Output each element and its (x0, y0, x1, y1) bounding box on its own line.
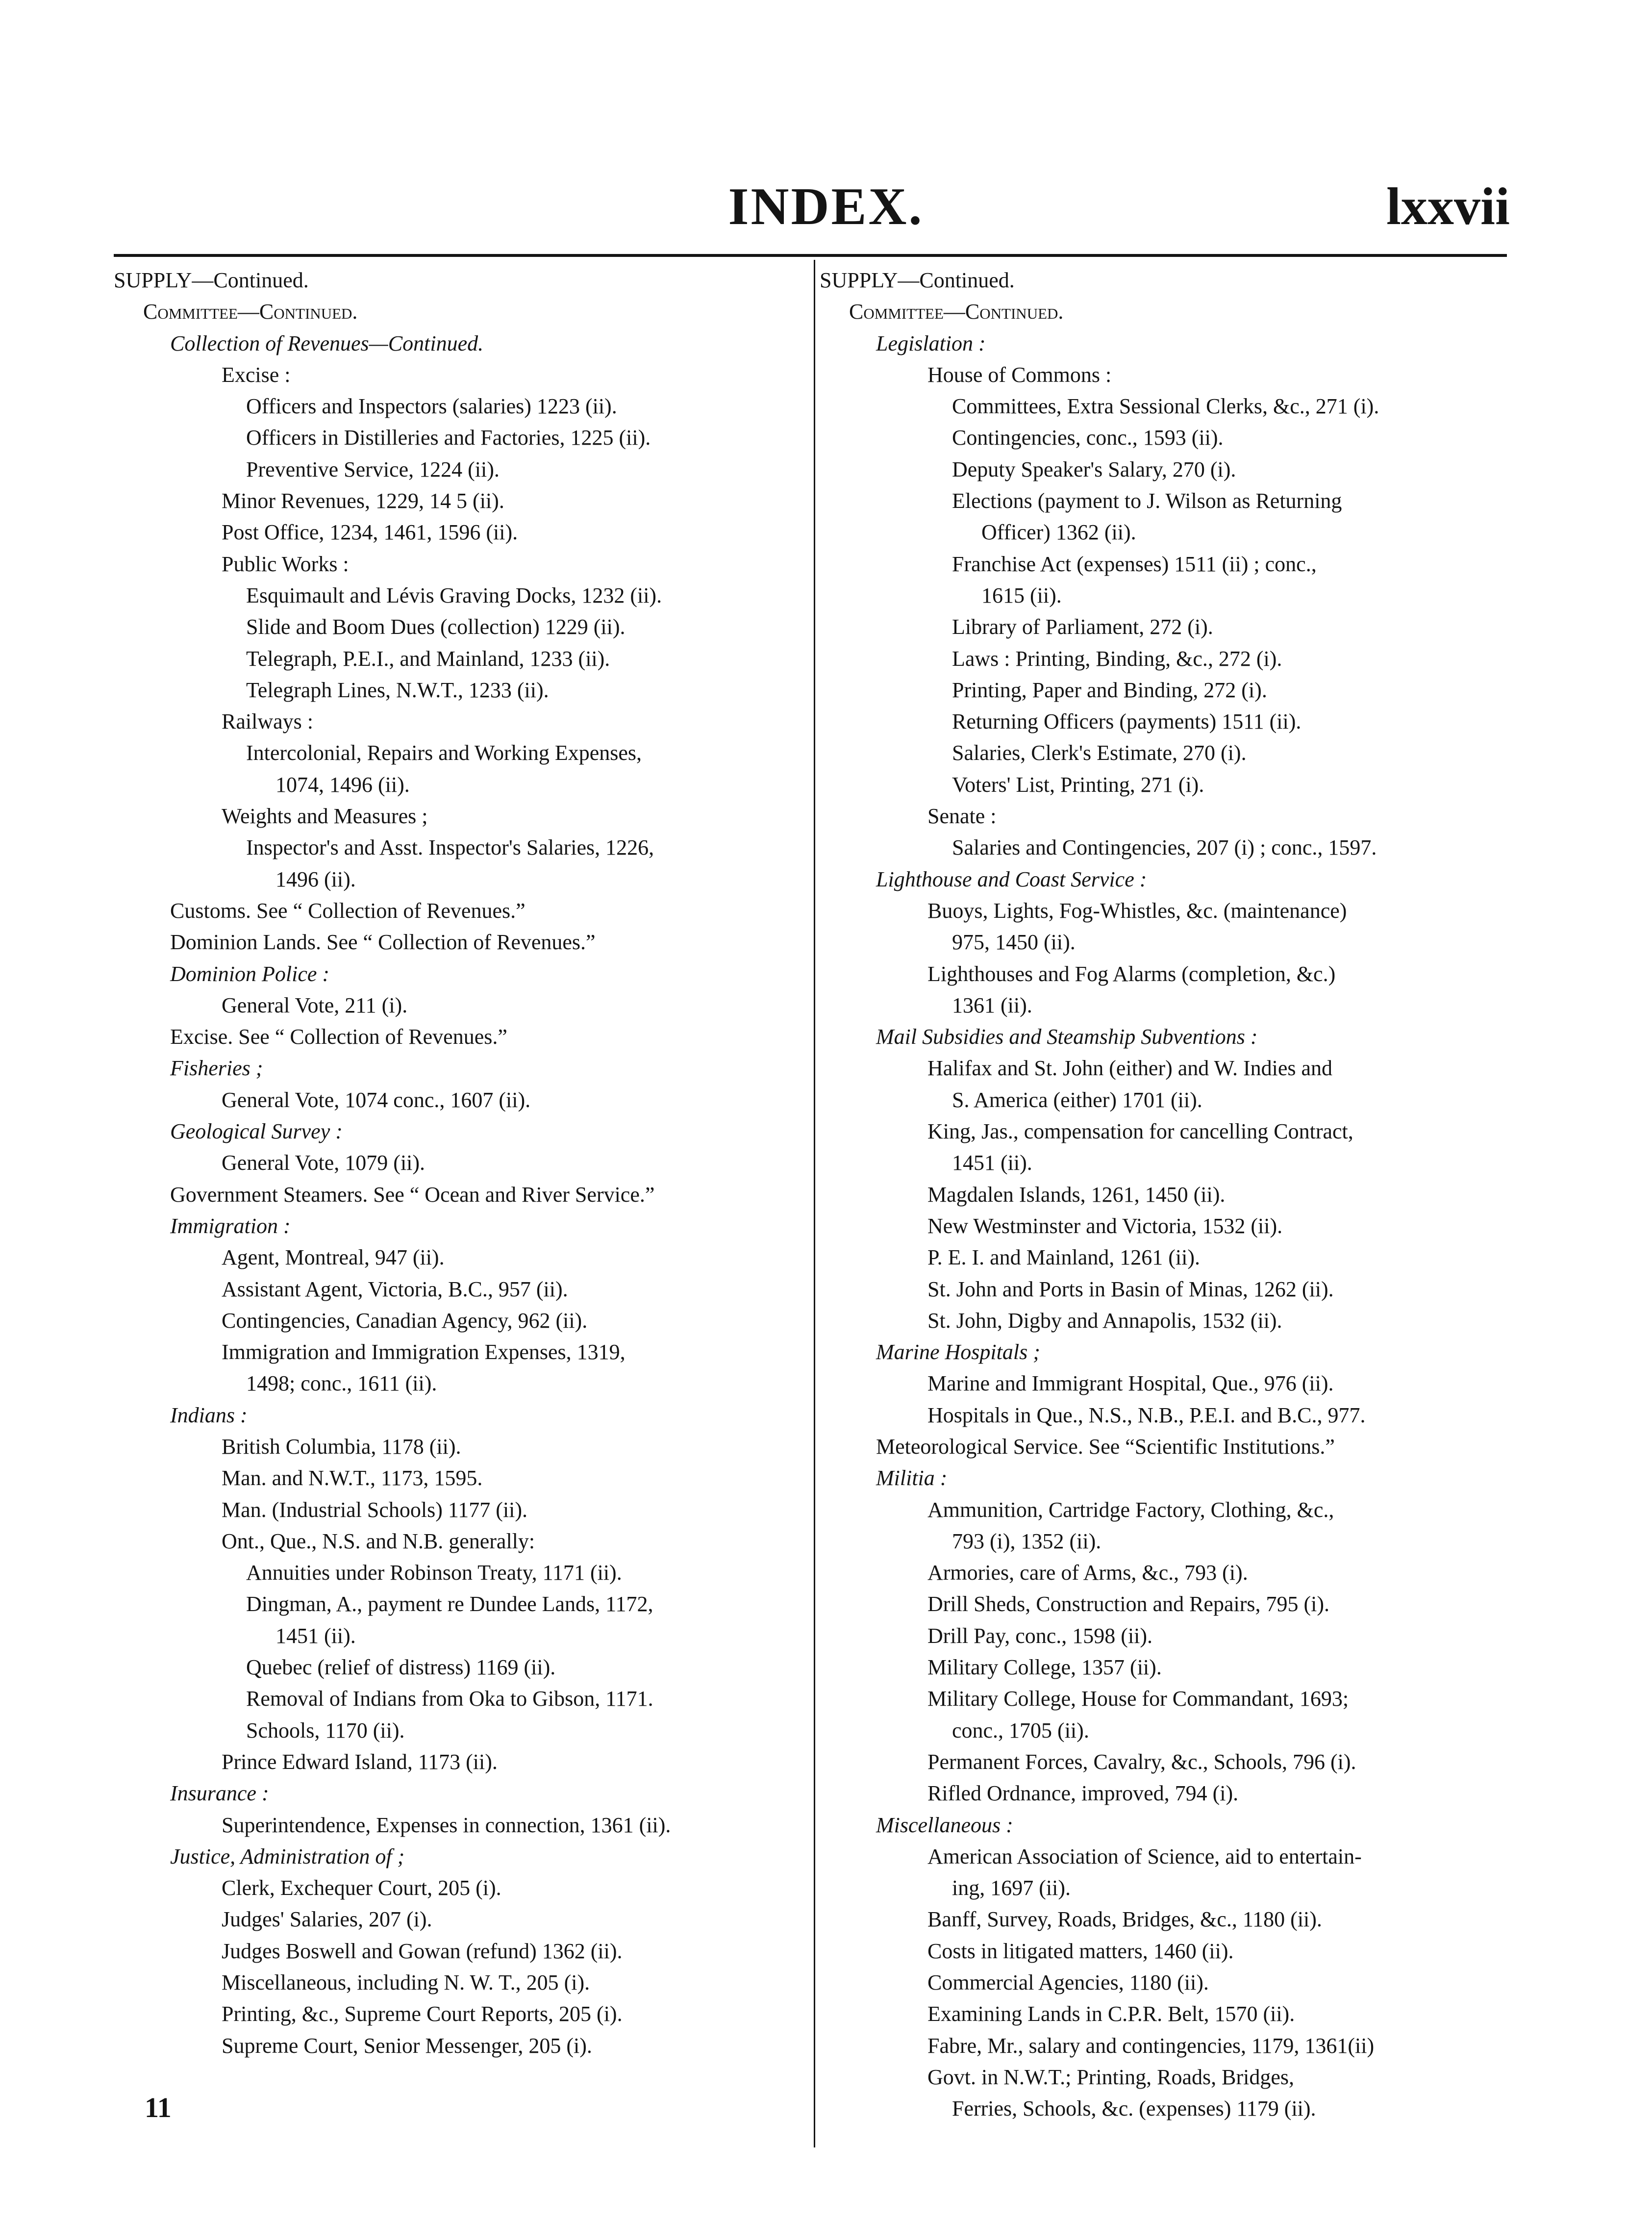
index-entry: Intercolonial, Repairs and Working Expenses, (246, 741, 642, 765)
index-entry: 975, 1450 (ii). (952, 930, 1076, 955)
index-entry: Salaries, Clerk's Estimate, 270 (i). (952, 741, 1247, 765)
index-entry: Indians : (170, 1403, 248, 1427)
page-number: lxxvii (1386, 177, 1510, 236)
index-entry: House of Commons : (927, 362, 1112, 387)
index-entry: 1451 (ii). (952, 1151, 1032, 1175)
index-entry: Telegraph, P.E.I., and Mainland, 1233 (ii). (246, 646, 610, 671)
index-entry: Schools, 1170 (ii). (246, 1718, 405, 1742)
index-entry: Annuities under Robinson Treaty, 1171 (ii). (246, 1561, 622, 1585)
index-entry: Railways : (222, 709, 313, 734)
signature-mark: 11 (145, 2092, 172, 2123)
index-entry: 793 (i), 1352 (ii). (952, 1529, 1101, 1553)
index-entry: New Westminster and Victoria, 1532 (ii). (927, 1213, 1283, 1238)
index-entry: P. E. I. and Mainland, 1261 (ii). (927, 1245, 1201, 1270)
index-entry: Returning Officers (payments) 1511 (ii). (952, 709, 1302, 734)
left-index-column (114, 265, 810, 2062)
index-entry: Laws : Printing, Binding, &c., 272 (i). (952, 646, 1282, 671)
index-entry: Franchise Act (expenses) 1511 (ii) ; conc., (952, 552, 1317, 576)
index-entry: Officers in Distilleries and Factories, 1225 (ii). (246, 426, 651, 450)
index-entry: Post Office, 1234, 1461, 1596 (ii). (222, 520, 518, 545)
index-entry: King, Jas., compensation for cancelling Contract, (927, 1119, 1353, 1144)
index-entry: Lighthouse and Coast Service : (876, 867, 1147, 891)
index-entry: 1615 (ii). (981, 583, 1062, 607)
index-entry: Minor Revenues, 1229, 14 5 (ii). (222, 489, 504, 513)
index-entry: Costs in litigated matters, 1460 (ii). (927, 1939, 1234, 1963)
index-entry: Public Works : (222, 552, 349, 576)
index-entry: General Vote, 1079 (ii). (222, 1151, 426, 1175)
index-entry: Judges Boswell and Gowan (refund) 1362 (ii). (222, 1939, 623, 1963)
index-entry: Committee—Continued. (849, 300, 1064, 324)
index-entry: Ont., Que., N.S. and N.B. generally: (222, 1529, 535, 1553)
index-entry: Man. and N.W.T., 1173, 1595. (222, 1466, 483, 1490)
index-entry: 1498; conc., 1611 (ii). (246, 1371, 437, 1396)
header-rule (114, 254, 1507, 257)
index-entry: Miscellaneous : (876, 1813, 1013, 1837)
index-entry: Supreme Court, Senior Messenger, 205 (i). (222, 2033, 592, 2058)
index-entry: St. John, Digby and Annapolis, 1532 (ii). (927, 1308, 1282, 1333)
right-index-column (820, 265, 1516, 2125)
index-entry: 1361 (ii). (952, 993, 1032, 1017)
index-entry: Marine Hospitals ; (876, 1340, 1040, 1364)
index-entry: Clerk, Exchequer Court, 205 (i). (222, 1876, 501, 1900)
index-entry: Assistant Agent, Victoria, B.C., 957 (ii). (222, 1277, 568, 1301)
index-entry: Military College, House for Commandant, 1693; (927, 1687, 1349, 1711)
index-entry: Collection of Revenues—Continued. (170, 331, 484, 355)
index-entry: Rifled Ordnance, improved, 794 (i). (927, 1781, 1239, 1806)
index-entry: General Vote, 1074 conc., 1607 (ii). (222, 1087, 531, 1112)
index-entry: Dominion Lands. See “ Collection of Revenues.” (170, 930, 596, 955)
index-entry: Library of Parliament, 272 (i). (952, 615, 1213, 639)
index-entry: Preventive Service, 1224 (ii). (246, 457, 500, 481)
index-entry: Geological Survey : (170, 1119, 343, 1144)
index-entry: American Association of Science, aid to entertain- (927, 1844, 1362, 1868)
index-entry: Halifax and St. John (either) and W. Indies and (927, 1056, 1333, 1081)
index-entry: Miscellaneous, including N. W. T., 205 (i). (222, 1970, 590, 1995)
index-entry: Drill Pay, conc., 1598 (ii). (927, 1623, 1153, 1648)
index-entry: Excise. See “ Collection of Revenues.” (170, 1025, 507, 1049)
index-entry: Prince Edward Island, 1173 (ii). (222, 1749, 498, 1774)
index-entry: Military College, 1357 (ii). (927, 1655, 1162, 1680)
index-entry: Removal of Indians from Oka to Gibson, 1171. (246, 1687, 653, 1711)
index-entry: Salaries and Contingencies, 207 (i) ; conc., 1597. (952, 835, 1377, 860)
index-entry: Agent, Montreal, 947 (ii). (222, 1245, 445, 1270)
index-entry: Permanent Forces, Cavalry, &c., Schools, 796 (i). (927, 1749, 1356, 1774)
index-entry: 1074, 1496 (ii). (275, 772, 410, 797)
index-entry: Commercial Agencies, 1180 (ii). (927, 1970, 1209, 1995)
index-entry: Contingencies, Canadian Agency, 962 (ii). (222, 1308, 588, 1333)
index-entry: Weights and Measures ; (222, 804, 428, 829)
index-entry: Ammunition, Cartridge Factory, Clothing, &c., (927, 1497, 1334, 1522)
index-entry: Militia : (876, 1466, 948, 1490)
index-entry: SUPPLY—Continued. (114, 268, 309, 292)
index-entry: Govt. in N.W.T.; Printing, Roads, Bridges, (927, 2065, 1294, 2089)
index-entry: Judges' Salaries, 207 (i). (222, 1907, 432, 1932)
index-entry: Fabre, Mr., salary and contingencies, 1179, 1361(ii) (927, 2033, 1375, 2058)
index-entry: Hospitals in Que., N.S., N.B., P.E.I. and B.C., 977. (927, 1403, 1366, 1427)
index-entry: Justice, Administration of ; (170, 1844, 405, 1868)
index-entry: Voters' List, Printing, 271 (i). (952, 772, 1204, 797)
index-entry: Ferries, Schools, &c. (expenses) 1179 (ii). (952, 2096, 1316, 2121)
index-entry: Dingman, A., payment re Dundee Lands, 1172, (246, 1592, 653, 1616)
index-entry: Printing, Paper and Binding, 272 (i). (952, 678, 1267, 702)
index-entry: Inspector's and Asst. Inspector's Salaries, 1226, (246, 835, 654, 860)
page-title: INDEX. (728, 177, 924, 236)
index-entry: Contingencies, conc., 1593 (ii). (952, 426, 1224, 450)
index-entry: Insurance : (170, 1781, 269, 1806)
index-entry: Examining Lands in C.P.R. Belt, 1570 (ii). (927, 2002, 1295, 2026)
index-entry: Government Steamers. See “ Ocean and River Service.” (170, 1182, 655, 1207)
index-entry: Superintendence, Expenses in connection, 1361 (ii). (222, 1813, 671, 1837)
index-entry: Elections (payment to J. Wilson as Returning (952, 489, 1342, 513)
index-entry: S. America (either) 1701 (ii). (952, 1087, 1202, 1112)
index-entry: Dominion Police : (170, 961, 330, 986)
index-entry: Marine and Immigrant Hospital, Que., 976 (ii). (927, 1371, 1334, 1396)
index-entry: Quebec (relief of distress) 1169 (ii). (246, 1655, 556, 1680)
index-entry: Lighthouses and Fog Alarms (completion, &c.) (927, 961, 1336, 986)
index-entry: Magdalen Islands, 1261, 1450 (ii). (927, 1182, 1226, 1207)
index-entry: Esquimault and Lévis Graving Docks, 1232 (ii). (246, 583, 662, 607)
index-entry: Committee—Continued. (143, 300, 358, 324)
index-entry: Senate : (927, 804, 997, 829)
index-entry: Slide and Boom Dues (collection) 1229 (ii). (246, 615, 626, 639)
index-entry: SUPPLY—Continued. (820, 268, 1015, 292)
index-entry: Customs. See “ Collection of Revenues.” (170, 898, 526, 923)
index-entry: ing, 1697 (ii). (952, 1876, 1071, 1900)
index-entry: Legislation : (876, 331, 986, 355)
index-entry: Committees, Extra Sessional Clerks, &c., 271 (i). (952, 394, 1379, 419)
index-entry: Drill Sheds, Construction and Repairs, 795 (i). (927, 1592, 1330, 1616)
index-entry: Deputy Speaker's Salary, 270 (i). (952, 457, 1236, 481)
index-entry: Officers and Inspectors (salaries) 1223 (ii). (246, 394, 617, 419)
index-entry: Mail Subsidies and Steamship Subventions : (876, 1025, 1258, 1049)
index-entry: Buoys, Lights, Fog-Whistles, &c. (maintenance) (927, 898, 1347, 923)
index-entry: Excise : (222, 362, 291, 387)
index-entry: Immigration : (170, 1213, 291, 1238)
index-entry: Armories, care of Arms, &c., 793 (i). (927, 1561, 1248, 1585)
index-entry: Immigration and Immigration Expenses, 1319, (222, 1340, 626, 1364)
index-entry: Man. (Industrial Schools) 1177 (ii). (222, 1497, 528, 1522)
index-entry: conc., 1705 (ii). (952, 1718, 1089, 1742)
index-entry: St. John and Ports in Basin of Minas, 1262 (ii). (927, 1277, 1334, 1301)
index-entry: Telegraph Lines, N.W.T., 1233 (ii). (246, 678, 549, 702)
index-entry: Banff, Survey, Roads, Bridges, &c., 1180 (ii). (927, 1907, 1322, 1932)
index-entry: Printing, &c., Supreme Court Reports, 205 (i). (222, 2002, 623, 2026)
index-entry: Officer) 1362 (ii). (981, 520, 1136, 545)
column-divider (814, 260, 815, 2147)
index-entry: 1496 (ii). (275, 867, 356, 891)
index-entry: 1451 (ii). (275, 1623, 356, 1648)
index-entry: British Columbia, 1178 (ii). (222, 1434, 461, 1459)
index-entry: General Vote, 211 (i). (222, 993, 408, 1017)
index-entry: Fisheries ; (170, 1056, 263, 1081)
index-entry: Meteorological Service. See “Scientific Institutions.” (876, 1434, 1335, 1459)
